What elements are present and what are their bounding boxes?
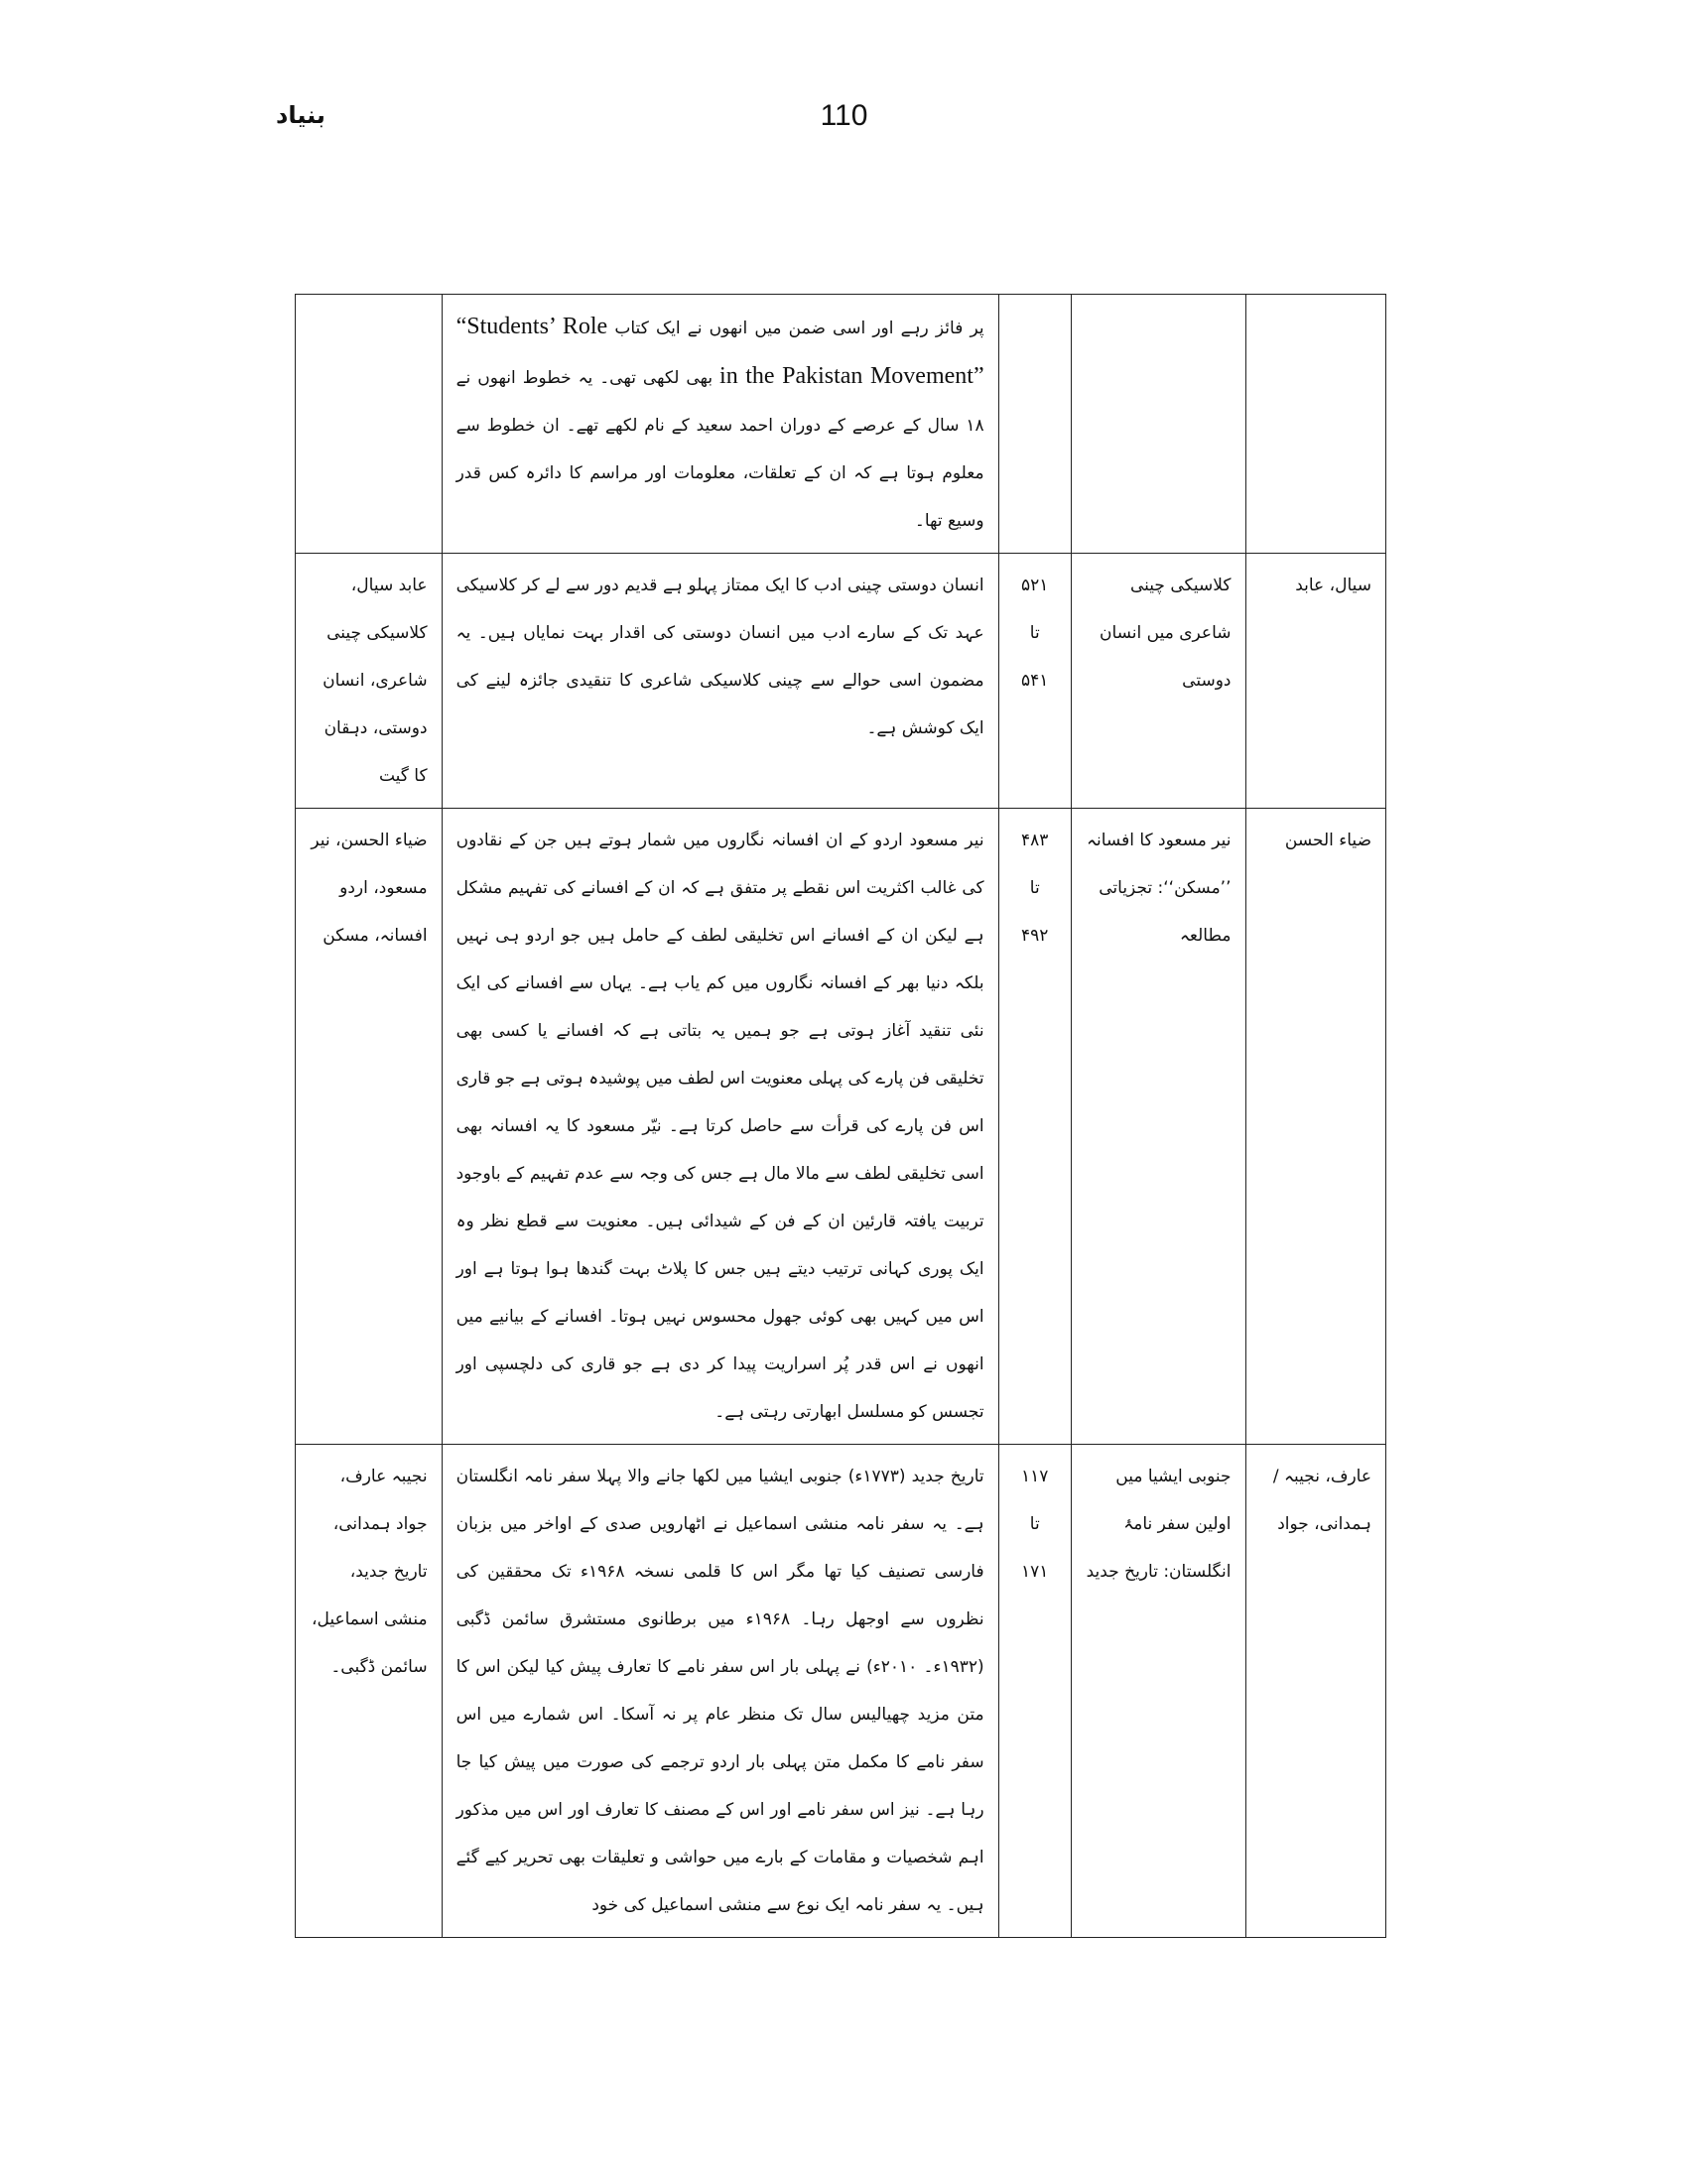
page-start: ۴۸۳ [1021, 831, 1049, 850]
keywords-cell: ضیاء الحسن، نیر مسعود، اردو افسانہ، مسکن [296, 809, 443, 1445]
page-to: تا [1029, 878, 1040, 898]
page-to: تا [1029, 623, 1040, 643]
pages-cell [998, 295, 1071, 554]
page-start: ۱۱۷ [1021, 1467, 1049, 1486]
title-cell: نیر مسعود کا افسانہ ’’مسکن‘‘: تجزیاتی مطالعہ [1071, 809, 1245, 1445]
page-to: تا [1029, 1514, 1040, 1534]
pages-cell [998, 1445, 1071, 1938]
page-number: 110 [820, 99, 868, 132]
summary-cell: نیر مسعود اردو کے ان افسانہ نگاروں میں شمار ہوتے ہیں جن کے نقادوں کی غالب اکثریت اس نقطے پر متفق ہے کہ ان کے افسانے کی تفہیم مشکل ہے لیکن ان کے افسانے اس تخلیقی لطف کے حامل ہیں جو اردو ہی نہیں بلکہ دنیا بھر کے افسانہ نگاروں میں کم یاب ہے۔ یہاں سے افسانے کی ایک نئی تنقید آغاز ہوتی ہے جو ہمیں یہ بتاتی ہے کہ افسانے یا کسی بھی تخلیقی فن پارے کی پہلی معنویت اس لطف میں پوشیدہ ہوتی ہے جو قاری اس فن پارے کی قرأت سے حاصل کرتا ہے۔ نیّر مسعود کا یہ افسانہ بھی اسی تخلیقی لطف سے مالا مال ہے جس کی وجہ سے عدم تفہیم کے باوجود تربیت یافتہ قارئین ان کے فن کے شیدائی ہیں۔ معنویت سے قطع نظر وہ ایک پوری کہانی ترتیب دیتے ہیں جس کا پلاٹ بہت گندھا ہوا ہوتا ہے اور اس میں کہیں بھی کوئی جھول محسوس نہیں ہوتا۔ افسانے کے بیانیے میں انھوں نے اس قدر پُر اسراریت پیدا کر دی ہے جو قاری کی دلچسپی اور تجسس کو مسلسل ابھارتی رہتی ہے۔ [442, 809, 998, 1445]
table-row [296, 1445, 1386, 1938]
author-cell: عارف، نجیبہ / ہمدانی، جواد [1245, 1445, 1386, 1938]
article-index-table [295, 294, 1386, 1938]
page-start: ۵۲۱ [1021, 576, 1049, 595]
author-cell: ضیاء الحسن [1245, 809, 1386, 1445]
table-row [296, 295, 1386, 554]
pages-cell [998, 809, 1071, 1445]
running-title: بنیاد [276, 101, 325, 129]
author-cell: سیال، عابد [1245, 554, 1386, 809]
summary-text: بھی لکھی تھی۔ یہ خطوط انھوں نے ۱۸ سال کے عرصے کے دوران احمد سعید کے نام لکھے تھے۔ ان خطوط سے معلوم ہوتا ہے کہ ان کے تعلقات، معلومات اور مراسم کا دائرہ کس قدر وسیع تھا۔ [455, 368, 984, 531]
summary-text: پر فائز رہے اور اسی ضمن میں انھوں نے ایک کتاب [614, 319, 984, 338]
summary-cell: تاریخ جدید (۱۷۷۳ء) جنوبی ایشیا میں لکھا جانے والا پہلا سفر نامہ انگلستان ہے۔ یہ سفر نامہ منشی اسماعیل نے اٹھارویں صدی کے اواخر میں بزبان فارسی تصنیف کیا تھا مگر اس کا قلمی نسخہ ۱۹۶۸ء تک محققین کی نظروں سے اوجھل رہا۔ ۱۹۶۸ء میں برطانوی مستشرق سائمن ڈگبی (۱۹۳۲ء۔ ۲۰۱۰ء) نے پہلی بار اس سفر نامے کا تعارف پیش کیا لیکن اس کا متن مزید چھیالیس سال تک منظر عام پر نہ آسکا۔ اس شمارے میں اس سفر نامے کا مکمل متن پہلی بار اردو ترجمے کی صورت میں پیش کیا جا رہا ہے۔ نیز اس سفر نامے اور اس کے مصنف کا تعارف اور اس میں مذکور اہم شخصیات و مقامات کے بارے میں حواشی و تعلیقات بھی تحریر کیے گئے ہیں۔ یہ سفر نامہ ایک نوع سے منشی اسماعیل کی خود [442, 1445, 998, 1938]
title-cell [1071, 295, 1245, 554]
author-cell [1245, 295, 1386, 554]
page-end: ۱۷۱ [1021, 1562, 1049, 1582]
title-cell: کلاسیکی چینی شاعری میں انسان دوستی [1071, 554, 1245, 809]
table-row [296, 554, 1386, 809]
page-end: ۴۹۲ [1021, 926, 1049, 946]
page-end: ۵۴۱ [1021, 671, 1049, 691]
table-row [296, 809, 1386, 1445]
title-cell: جنوبی ایشیا میں اولین سفر نامۂ انگلستان: تاریخ جدید [1071, 1445, 1245, 1938]
summary-cell: انسان دوستی چینی ادب کا ایک ممتاز پہلو ہے قدیم دور سے لے کر کلاسیکی عہد تک کے سارے ادب میں انسان دوستی کی اقدار بہت نمایاں ہیں۔ یہ مضمون اسی حوالے سے چینی کلاسیکی شاعری کا تنقیدی جائزہ لینے کی ایک کوشش ہے۔ [442, 554, 998, 809]
pages-cell [998, 554, 1071, 809]
english-book-title: “Students’ Role in the Pakistan Movement” [455, 314, 984, 389]
keywords-cell: نجیبہ عارف، جواد ہمدانی، تاریخ جدید، منشی اسماعیل، سائمن ڈگبی۔ [296, 1445, 443, 1938]
summary-cell [442, 295, 998, 554]
keywords-cell [296, 295, 443, 554]
keywords-cell: عابد سیال، کلاسیکی چینی شاعری، انسان دوستی، دہقان کا گیت [296, 554, 443, 809]
